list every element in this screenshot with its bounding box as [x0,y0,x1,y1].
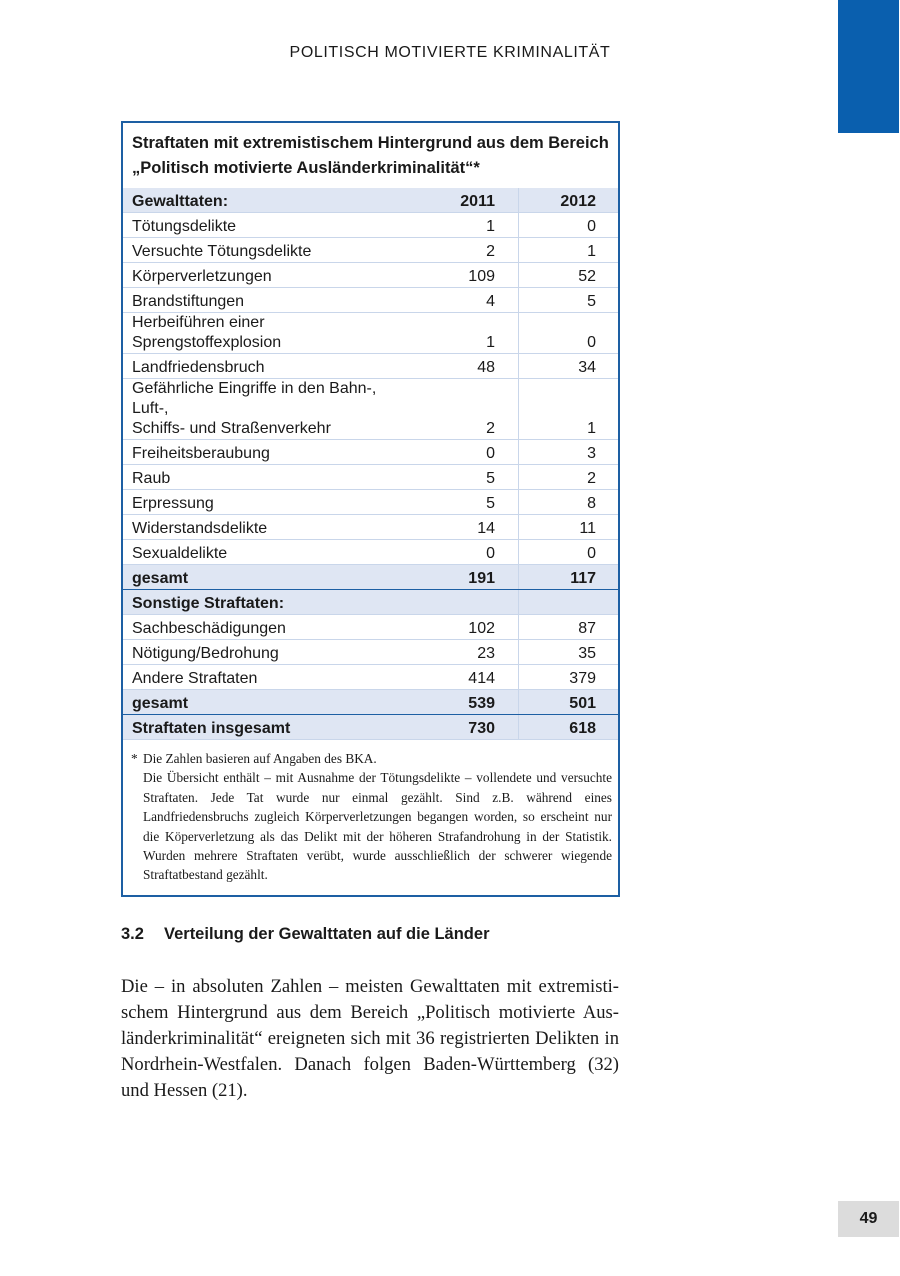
body-paragraph: Die – in absoluten Zahlen – meisten Gewalttaten mit extremistischem Hintergrund aus dem Bereich „Politisch motivierte Ausländerkriminalität“ ereigneten sich mit 36 registrierten Delikten in Nordrhein-Westfalen. Danach folgen Baden-Württemberg (32) und Hessen (21). [121,976,619,1101]
value-2011: 2 [409,379,519,440]
value-2011: 414 [409,665,519,690]
value-2012: 5 [519,288,619,313]
value-2011: 2 [409,238,519,263]
value-2012: 0 [519,313,619,354]
page-number: 49 [838,1201,899,1237]
table-row [123,465,618,490]
value-2011: 5 [409,465,519,490]
table-title-line-1: Straftaten mit extremistischem Hintergrund aus dem Bereich [132,134,609,152]
value-2012: 117 [519,565,619,590]
table-row [123,379,618,440]
table-row [123,640,618,665]
header-year-2011: 2011 [409,188,519,213]
value-2011: 1 [409,313,519,354]
value-2012: 1 [519,238,619,263]
section-number: 3.2 [121,925,144,943]
value-2012: 87 [519,615,619,640]
table-row [123,615,618,640]
row-label: Körperverletzungen [123,263,409,288]
other-total-row [123,690,618,715]
value-2012: 618 [519,715,619,740]
table-footnote [123,740,618,895]
table-title-line-2: „Politisch motivierte Ausländerkriminalität“* [132,159,480,177]
running-header: POLITISCH MOTIVIERTE KRIMINALITÄT [289,44,611,61]
value-2012: 0 [519,540,619,565]
table-row [123,490,618,515]
row-label: Sachbeschädigungen [123,615,409,640]
value-2012: 34 [519,354,619,379]
value-2011: 0 [409,540,519,565]
row-label: gesamt [123,690,409,715]
value-2011: 0 [409,440,519,465]
value-2011: 5 [409,490,519,515]
table-row [123,263,618,288]
value-2012: 11 [519,515,619,540]
footnote-first-line [131,749,612,768]
value-2011: 48 [409,354,519,379]
section-heading [121,925,490,944]
footnote-paragraph-row [131,768,612,884]
value-2011: 4 [409,288,519,313]
table-row [123,354,618,379]
value-2011: 1 [409,213,519,238]
value-2012: 2 [519,465,619,490]
table-row [123,540,618,565]
other-offenses-header-row [123,590,618,615]
footnote-source: Die Zahlen basieren auf Angaben des BKA. [143,751,377,766]
table-row [123,288,618,313]
value-2011: 539 [409,690,519,715]
footnote-star: * [131,751,138,766]
statistics-table-box [121,121,620,897]
footnote-indent [131,768,143,884]
row-label-line-1: Gefährliche Eingriffe in den Bahn-, Luft-, [132,380,377,417]
empty-cell [409,590,519,615]
statistics-table [123,188,618,740]
table-header-row [123,188,618,213]
value-2012: 8 [519,490,619,515]
value-2011: 730 [409,715,519,740]
table-row [123,515,618,540]
row-label: Landfriedensbruch [123,354,409,379]
violent-total-row [123,565,618,590]
row-label: Widerstandsdelikte [123,515,409,540]
row-label: Brandstiftungen [123,288,409,313]
row-label: gesamt [123,565,409,590]
value-2011: 109 [409,263,519,288]
row-label: Nötigung/Bedrohung [123,640,409,665]
row-label-line-2: Schiffs- und Straßenverkehr [132,420,331,437]
table-row [123,238,618,263]
row-label: Freiheitsberaubung [123,440,409,465]
header-year-2012: 2012 [519,188,619,213]
value-2011: 102 [409,615,519,640]
row-label: Sonstige Straftaten: [123,590,409,615]
row-label: Andere Straftaten [123,665,409,690]
row-label [123,379,409,440]
value-2011: 191 [409,565,519,590]
row-label: Herbeiführen einer Sprengstoffexplosion [123,313,409,354]
table-title [123,123,618,188]
row-label: Versuchte Tötungsdelikte [123,238,409,263]
row-label: Sexualdelikte [123,540,409,565]
table-row [123,665,618,690]
table-row [123,213,618,238]
row-label: Tötungsdelikte [123,213,409,238]
value-2011: 23 [409,640,519,665]
row-label: Straftaten insgesamt [123,715,409,740]
value-2012: 3 [519,440,619,465]
footnote-paragraph: Die Übersicht enthält – mit Ausnahme der Tötungsdelikte – vollendete und versuchte Straftaten. Jede Tat wurde nur einmal gezählt. Sind z.B. während eines Landfriedensbruchs zugleich Körperverletzungen begangen worden, so erscheint nur die Köperverletzung als das Delikt mit der höheren Strafandrohung in der Statistik. Wurden mehrere Straftaten verübt, wurde ausschließlich der schwerer wiegende Straftatbestand gezählt. [143,770,612,883]
grand-total-row [123,715,618,740]
row-label: Erpressung [123,490,409,515]
value-2012: 35 [519,640,619,665]
value-2012: 501 [519,690,619,715]
value-2011: 14 [409,515,519,540]
empty-cell [519,590,619,615]
row-label: Raub [123,465,409,490]
value-2012: 1 [519,379,619,440]
value-2012: 0 [519,213,619,238]
value-2012: 52 [519,263,619,288]
chapter-color-tab [838,0,899,133]
value-2012: 379 [519,665,619,690]
section-title: Verteilung der Gewalttaten auf die Länder [164,925,490,943]
table-row [123,313,618,354]
header-label: Gewalttaten: [123,188,409,213]
table-row [123,440,618,465]
